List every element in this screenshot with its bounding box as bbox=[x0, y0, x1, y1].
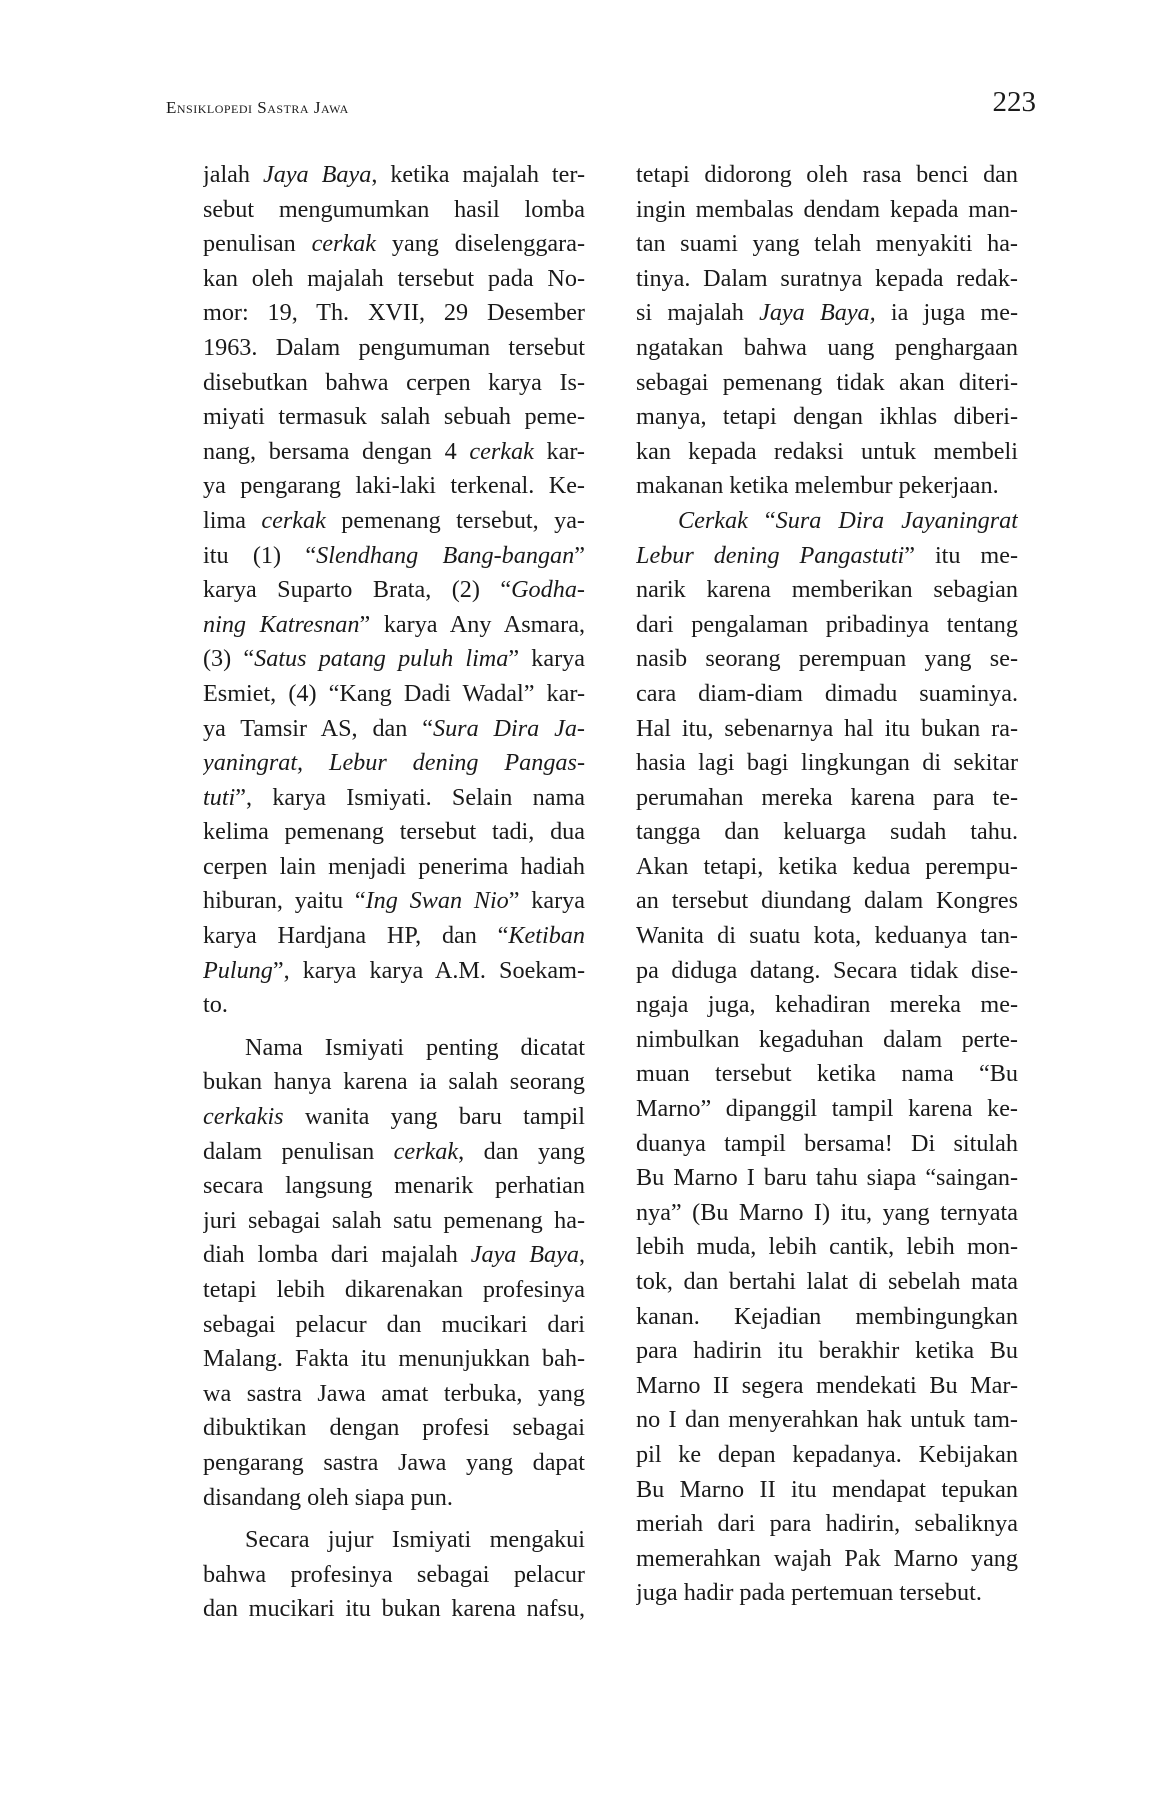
left-column-line: disandang oleh siapa pun. bbox=[203, 1483, 453, 1511]
left-column-line: karya Hardjana HP, dan “Ketiban bbox=[203, 922, 585, 950]
right-column-line: Akan tetapi, ketika kedua perempu- bbox=[636, 852, 1018, 880]
right-column-line: kan kepada redaksi untuk membeli bbox=[636, 437, 1018, 465]
left-column-line: pengarang sastra Jawa yang dapat bbox=[203, 1448, 585, 1476]
right-column-line: meriah dari para hadirin, sebaliknya bbox=[636, 1510, 1018, 1538]
paragraph-gap bbox=[203, 1023, 585, 1031]
right-column-line: Marno” dipanggil tampil karena ke- bbox=[636, 1095, 1018, 1123]
left-column-line: diah lomba dari majalah Jaya Baya, bbox=[203, 1241, 585, 1269]
left-column-line: dalam penulisan cerkak, dan yang bbox=[203, 1137, 585, 1165]
left-column bbox=[203, 158, 585, 1627]
right-column-line: Cerkak “Sura Dira Jayaningrat bbox=[678, 506, 1018, 534]
left-column-line: tetapi lebih dikarenakan profesinya bbox=[203, 1276, 585, 1303]
right-column-line: tangga dan keluarga sudah tahu. bbox=[636, 818, 1018, 846]
right-column-line: ngatakan bahwa uang penghargaan bbox=[636, 333, 1018, 361]
right-column-line: tan suami yang telah menyakiti ha- bbox=[636, 230, 1018, 258]
paragraph-gap bbox=[203, 1515, 585, 1523]
right-column-line: Marno II segera mendekati Bu Mar- bbox=[636, 1371, 1018, 1399]
right-column-line: Bu Marno I baru tahu siapa “saingan- bbox=[636, 1164, 1018, 1192]
right-column-line: pa diduga datang. Secara tidak dise- bbox=[636, 956, 1018, 984]
right-column-line: ngaja juga, kehadiran mereka me- bbox=[636, 991, 1018, 1019]
right-column-line: nya” (Bu Marno I) itu, yang ternyata bbox=[636, 1198, 1018, 1226]
right-column-line: hasia lagi bagi lingkungan di sekitar bbox=[636, 749, 1018, 777]
left-column-line: nang, bersama dengan 4 cerkak kar- bbox=[203, 437, 585, 465]
left-column-line: disebutkan bahwa cerpen karya Is- bbox=[203, 368, 585, 396]
right-column-line: Bu Marno II itu mendapat tepukan bbox=[636, 1475, 1018, 1503]
right-column-line: si majalah Jaya Baya, ia juga me- bbox=[636, 299, 1018, 327]
right-column-line: para hadirin itu berakhir ketika Bu bbox=[636, 1337, 1018, 1365]
left-column-line: karya Suparto Brata, (2) “Godha- bbox=[203, 576, 585, 604]
right-column-line: nimbulkan kegaduhan dalam perte- bbox=[636, 1025, 1018, 1053]
right-column-line: sebagai pemenang tidak akan diteri- bbox=[636, 368, 1018, 396]
left-column-line: Nama Ismiyati penting dicatat bbox=[245, 1033, 585, 1061]
right-column-line: tok, dan bertahi lalat di sebelah mata bbox=[636, 1268, 1018, 1295]
left-column-line: dibuktikan dengan profesi sebagai bbox=[203, 1414, 585, 1442]
left-column-line: mor: 19, Th. XVII, 29 Desember bbox=[203, 299, 585, 327]
right-column-line: no I dan menyerahkan hak untuk tam- bbox=[636, 1406, 1018, 1434]
left-column-line: hiburan, yaitu “Ing Swan Nio” karya bbox=[203, 887, 585, 915]
right-column-line: Lebur dening Pangastuti” itu me- bbox=[636, 541, 1018, 569]
left-column-line: secara langsung menarik perhatian bbox=[203, 1172, 585, 1200]
left-column-line: ning Katresnan” karya Any Asmara, bbox=[203, 610, 585, 638]
left-column-line: miyati termasuk salah sebuah peme- bbox=[203, 403, 585, 431]
left-column-line: tuti”, karya Ismiyati. Selain nama bbox=[203, 783, 585, 811]
left-column-line: Esmiet, (4) “Kang Dadi Wadal” kar- bbox=[203, 679, 585, 707]
left-column-line: cerkakis wanita yang baru tampil bbox=[203, 1103, 585, 1131]
left-column-line: (3) “Satus patang puluh lima” karya bbox=[203, 645, 585, 673]
running-head: Ensiklopedi Sastra Jawa bbox=[166, 98, 349, 117]
right-column-line: tetapi didorong oleh rasa benci dan bbox=[636, 161, 1018, 188]
right-column-line: Wanita di suatu kota, keduanya tan- bbox=[636, 922, 1018, 950]
right-column-line: makanan ketika melembur pekerjaan. bbox=[636, 472, 999, 500]
right-column-line: tinya. Dalam suratnya kepada redak- bbox=[636, 264, 1018, 292]
right-column-line: narik karena memberikan sebagian bbox=[636, 576, 1018, 604]
left-column-line: wa sastra Jawa amat terbuka, yang bbox=[203, 1379, 585, 1407]
right-column-line: ingin membalas dendam kepada man- bbox=[636, 195, 1018, 223]
left-column-line: penulisan cerkak yang diselenggara- bbox=[203, 230, 585, 258]
right-column-line: dari pengalaman pribadinya tentang bbox=[636, 610, 1018, 638]
right-column-line: memerahkan wajah Pak Marno yang bbox=[636, 1544, 1018, 1572]
right-column-line: lebih muda, lebih cantik, lebih mon- bbox=[636, 1233, 1018, 1261]
left-column-line: juri sebagai salah satu pemenang ha- bbox=[203, 1206, 585, 1234]
left-column-line: jalah Jaya Baya, ketika majalah ter- bbox=[203, 161, 585, 188]
right-column-line: kanan. Kejadian membingungkan bbox=[636, 1302, 1018, 1330]
left-column-line: dan mucikari itu bukan karena nafsu, bbox=[203, 1595, 585, 1623]
right-column-line: manya, tetapi dengan ikhlas diberi- bbox=[636, 403, 1018, 431]
right-column-line: perumahan mereka karena para te- bbox=[636, 783, 1018, 811]
right-column-line: juga hadir pada pertemuan tersebut. bbox=[636, 1579, 982, 1607]
right-column-line: cara diam-diam dimadu suaminya. bbox=[636, 679, 1018, 707]
right-column-line: nasib seorang perempuan yang se- bbox=[636, 645, 1018, 673]
left-column-line: yaningrat, Lebur dening Pangas- bbox=[203, 749, 585, 777]
left-column-line: itu (1) “Slendhang Bang-bangan” bbox=[203, 541, 585, 569]
left-column-line: ya Tamsir AS, dan “Sura Dira Ja- bbox=[203, 714, 585, 742]
left-column-line: bahwa profesinya sebagai pelacur bbox=[203, 1560, 585, 1588]
left-column-line: sebut mengumumkan hasil lomba bbox=[203, 195, 585, 223]
right-column-line: pil ke depan kepadanya. Kebijakan bbox=[636, 1440, 1018, 1468]
right-column-line: muan tersebut ketika nama “Bu bbox=[636, 1060, 1018, 1088]
left-column-line: 1963. Dalam pengumuman tersebut bbox=[203, 333, 585, 361]
right-column-line: duanya tampil bersama! Di situlah bbox=[636, 1129, 1018, 1157]
left-column-line: cerpen lain menjadi penerima hadiah bbox=[203, 852, 585, 880]
left-column-line: to. bbox=[203, 991, 228, 1019]
page-number: 223 bbox=[992, 86, 1036, 118]
left-column-line: sebagai pelacur dan mucikari dari bbox=[203, 1310, 585, 1338]
left-column-line: ya pengarang laki-laki terkenal. Ke- bbox=[203, 472, 585, 500]
right-column bbox=[636, 158, 1018, 1611]
left-column-line: Secara jujur Ismiyati mengakui bbox=[245, 1526, 585, 1554]
left-column-line: kan oleh majalah tersebut pada No- bbox=[203, 264, 585, 292]
right-column-line: an tersebut diundang dalam Kongres bbox=[636, 887, 1018, 915]
left-column-line: kelima pemenang tersebut tadi, dua bbox=[203, 818, 585, 846]
left-column-line: Pulung”, karya karya A.M. Soekam- bbox=[203, 956, 585, 984]
left-column-line: bukan hanya karena ia salah seorang bbox=[203, 1068, 585, 1096]
right-column-line: Hal itu, sebenarnya hal itu bukan ra- bbox=[636, 714, 1018, 742]
left-column-line: lima cerkak pemenang tersebut, ya- bbox=[203, 506, 585, 534]
left-column-line: Malang. Fakta itu menunjukkan bah- bbox=[203, 1345, 585, 1373]
